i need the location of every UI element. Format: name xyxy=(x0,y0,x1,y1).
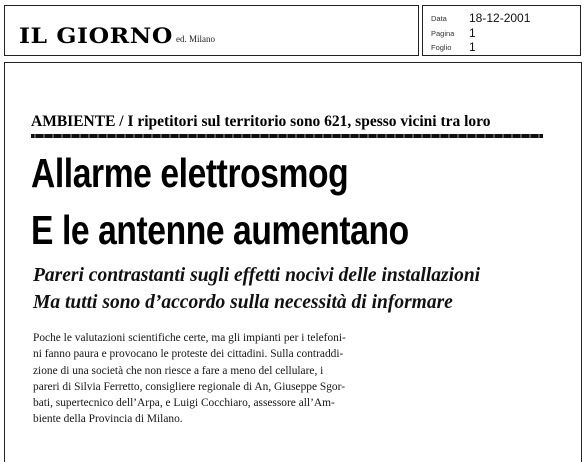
subheadline-line-1: Pareri contrastanti sugli effetti nocivi delle installazioni xyxy=(33,265,481,286)
meta-value: 1 xyxy=(469,26,476,40)
article-kicker: AMBIENTE / I ripetitori sul territorio sono 621, spesso vicini tra loro xyxy=(31,113,491,130)
meta-row-sheet xyxy=(431,40,576,55)
edition-label: ed. Milano xyxy=(176,34,215,44)
body-line: ni fanno paura e provocano le proteste dei cittadini. Sulla contraddi- xyxy=(33,348,344,361)
masthead-box xyxy=(4,5,419,56)
kicker-rule xyxy=(31,134,543,138)
meta-label: Pagina xyxy=(431,29,455,38)
meta-row-page xyxy=(431,26,576,41)
newspaper-masthead: IL GIORNO xyxy=(19,23,173,48)
meta-value: 18-12-2001 xyxy=(469,11,531,25)
body-line: biente della Provincia di Milano. xyxy=(33,413,183,426)
body-line: bati, supertecnico dell’Arpa, e Luigi Cocchiaro, assessore all’Am- xyxy=(33,397,335,410)
body-line: zione di una società che non riesce a fare a meno del cellulare, i xyxy=(33,364,324,377)
article-body xyxy=(33,330,383,428)
meta-label: Data xyxy=(431,14,447,23)
headline-line-1: Allarme elettrosmog xyxy=(31,150,349,196)
clipping-meta-box xyxy=(422,5,581,56)
meta-row-date xyxy=(431,11,576,26)
meta-label: Foglio xyxy=(431,43,452,52)
body-line: Poche le valutazioni scientifiche certe, ma gli impianti per i telefoni- xyxy=(33,332,346,344)
meta-value: 1 xyxy=(469,40,476,54)
subheadline-line-2: Ma tutti sono d’accordo sulla necessità di informare xyxy=(33,292,453,313)
headline-line-2: E le antenne aumentano xyxy=(31,207,409,253)
body-line: pareri di Silvia Ferretto, consigliere regionale di An, Giuseppe Sgor- xyxy=(33,380,345,393)
